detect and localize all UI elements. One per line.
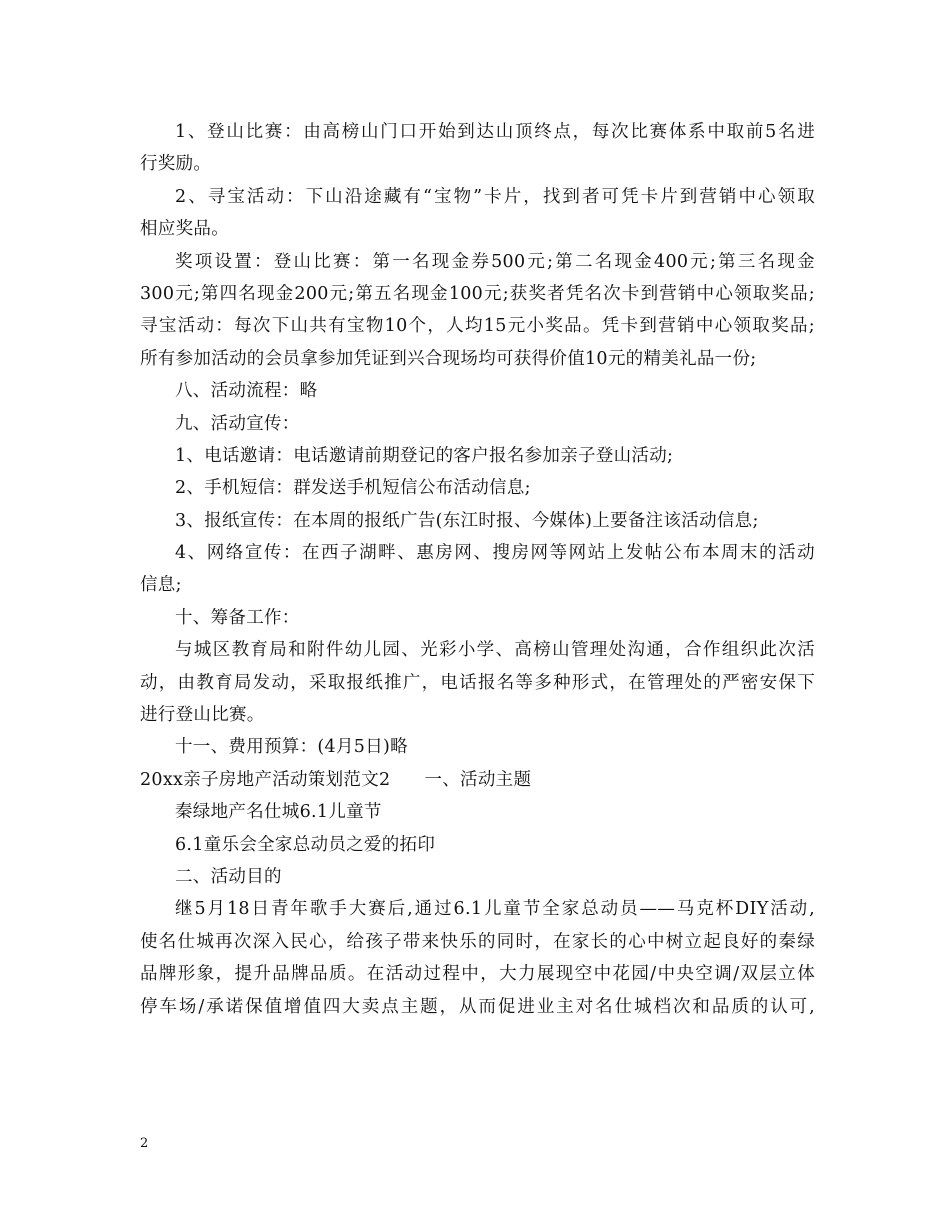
- paragraph-line: 2、寻宝活动：下山沿途藏有“宝物”卡片，找到者可凭卡片到营销中心领取: [175, 186, 815, 207]
- paragraph-line: 6.1童乐会全家总动员之爱的拓印: [175, 834, 436, 855]
- paragraph-line: 所有参加活动的会员拿参加凭证到兴合现场均可获得价值10元的精美礼品一份;: [140, 348, 757, 369]
- section-heading: 一、活动主题: [424, 769, 532, 790]
- section-heading: 十一、费用预算：(4月5日)略: [175, 737, 408, 758]
- section-heading: 二、活动目的: [175, 866, 282, 887]
- paragraph-line: 信息;: [140, 575, 182, 596]
- paragraph-line: 动，由教育局发动，采取报纸推广，电话报名等多种形式，在管理处的严密安保下: [140, 672, 815, 693]
- paragraph-line: 奖项设置：登山比赛：第一名现金券500元;第二名现金400元;第三名现金: [175, 251, 815, 272]
- page-number: 2: [140, 1136, 149, 1151]
- paragraph-line: 4、网络宣传：在西子湖畔、惠房网、搜房网等网站上发帖公布本周末的活动: [175, 543, 815, 564]
- paragraph-line: 使名仕城再次深入民心，给孩子带来快乐的同时，在家长的心中树立起良好的秦绿: [140, 931, 815, 952]
- paragraph-line: 进行登山比赛。: [140, 705, 265, 726]
- paragraph-line: 1、电话邀请：电话邀请前期登记的客户报名参加亲子登山活动;: [175, 445, 674, 466]
- section-heading: 十、筹备工作：: [175, 607, 300, 628]
- paragraph-line: 300元;第四名现金200元;第五名现金100元;获奖者凭名次卡到营销中心领取奖品;: [140, 283, 815, 304]
- paragraph-line: 2、手机短信：群发送手机短信公布活动信息;: [175, 478, 531, 499]
- paragraph-line: 继5月18日青年歌手大赛后,通过6.1儿童节全家总动员——马克杯DIY活动,: [175, 899, 815, 920]
- paragraph-line: 行奖励。: [140, 154, 212, 175]
- paragraph-line: 1、登山比赛：由高榜山门口开始到达山顶终点，每次比赛体系中取前5名进: [175, 122, 815, 142]
- paragraph-line: 停车场/承诺保值增值四大卖点主题，从而促进业主对名仕城档次和品质的认可,: [140, 996, 815, 1017]
- paragraph-line: 3、报纸宣传：在本周的报纸广告(东江时报、今媒体)上要备注该活动信息;: [175, 510, 759, 531]
- paragraph-line: 品牌形象，提升品牌品质。在活动过程中，大力展现空中花园/中央空调/双层立体: [140, 964, 815, 985]
- paragraph-line: 秦绿地产名仕城6.1儿童节: [175, 802, 382, 823]
- paragraph-line: 寻宝活动：每次下山共有宝物10个，人均15元小奖品。凭卡到营销中心领取奖品;: [140, 316, 815, 337]
- document-title-line: [140, 764, 815, 796]
- section-heading: 九、活动宣传：: [175, 413, 300, 434]
- paragraph-line: 与城区教育局和附件幼儿园、光彩小学、高榜山管理处沟通，合作组织此次活: [175, 640, 815, 661]
- document-body: [140, 116, 815, 1023]
- document-title: 20xx亲子房地产活动策划范文2: [140, 769, 391, 790]
- paragraph-line: 相应奖品。: [140, 219, 229, 240]
- section-heading: 八、活动流程：略: [175, 381, 318, 402]
